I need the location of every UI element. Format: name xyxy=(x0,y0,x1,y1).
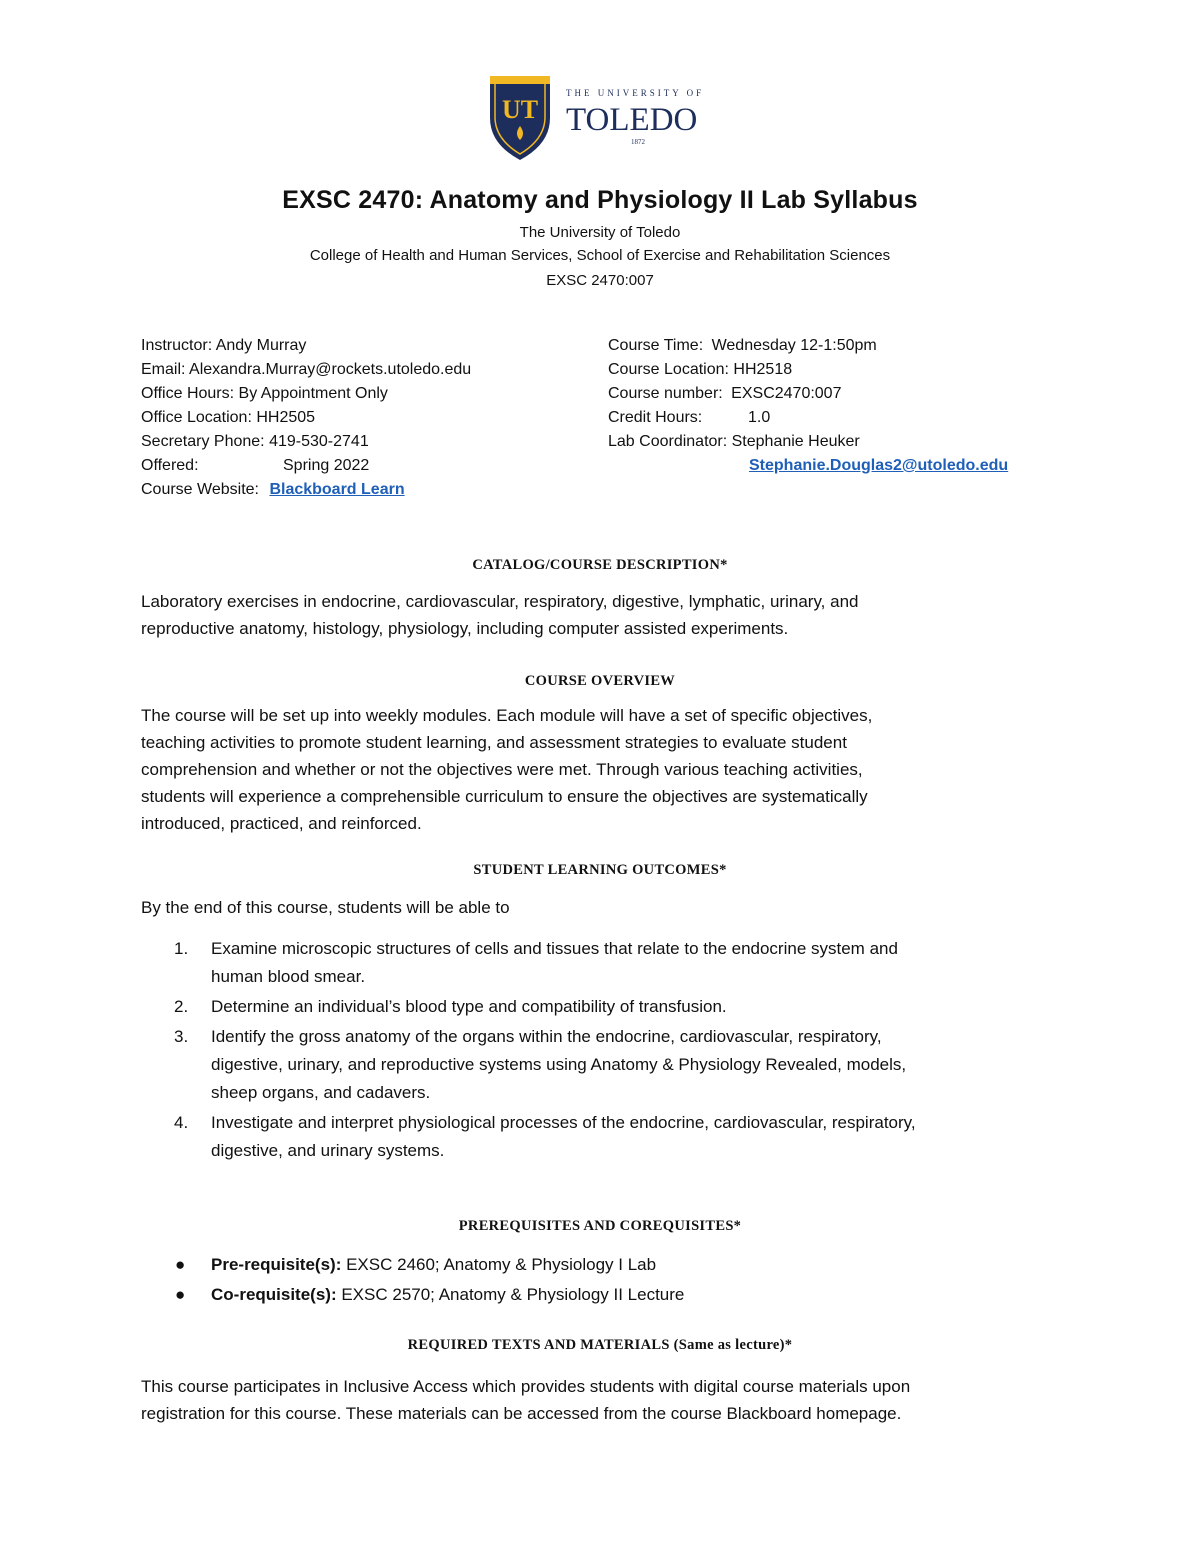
course-location: Course Location: HH2518 xyxy=(608,361,793,378)
university-logo xyxy=(486,74,726,162)
overview-text xyxy=(141,702,1061,837)
list-item xyxy=(141,935,1041,991)
item-line: digestive, urinary, and reproductive systems using Anatomy & Physiology Revealed, models, xyxy=(211,1055,907,1074)
course-section: EXSC 2470:007 xyxy=(546,272,654,289)
university-name: The University of Toledo xyxy=(519,224,681,241)
coordinator-email-link[interactable]: Stephanie.Douglas2@utoledo.edu xyxy=(749,457,1009,474)
catalog-description xyxy=(141,588,1061,642)
list-item xyxy=(141,1023,1041,1107)
offered-label: Offered: xyxy=(141,457,199,474)
overview-line: teaching activities to promote student learning, and assessment strategies to evaluate student xyxy=(141,733,847,752)
item-number: 4. xyxy=(174,1113,189,1132)
materials-line: registration for this course. These materials can be accessed from the course Blackboard homepage. xyxy=(141,1404,902,1423)
course-website xyxy=(141,478,581,502)
outcomes-heading: STUDENT LEARNING OUTCOMES* xyxy=(473,862,727,878)
coreq-text: EXSC 2570; Anatomy & Physiology II Lecture xyxy=(336,1285,685,1304)
list-item xyxy=(141,993,1041,1021)
number-value: EXSC2470:007 xyxy=(731,385,842,402)
toledo-shield-icon xyxy=(486,74,726,162)
list-item xyxy=(141,1250,1041,1280)
college-name: College of Health and Human Services, School of Exercise and Rehabilitation Sciences xyxy=(309,247,891,264)
catalog-line: Laboratory exercises in endocrine, cardiovascular, respiratory, digestive, lymphatic, urinary, and xyxy=(141,592,859,611)
catalog-line: reproductive anatomy, histology, physiology, including computer assisted experiments. xyxy=(141,619,789,638)
prereq-heading: PREREQUISITES AND COREQUISITES* xyxy=(458,1218,742,1234)
svg-text:THE UNIVERSITY OF: THE UNIVERSITY OF xyxy=(566,88,705,98)
item-line: Investigate and interpret physiological processes of the endocrine, cardiovascular, respiratory, xyxy=(211,1113,916,1132)
course-info-left xyxy=(141,334,581,502)
item-line: digestive, and urinary systems. xyxy=(211,1141,445,1160)
item-line: Identify the gross anatomy of the organs within the endocrine, cardiovascular, respiratory, xyxy=(211,1027,882,1046)
course-number xyxy=(608,382,1078,406)
website-label: Course Website: xyxy=(141,481,259,498)
course-info-right xyxy=(608,334,1078,478)
office-hours: Office Hours: By Appointment Only xyxy=(141,385,388,402)
prereq-label: Pre-requisite(s): xyxy=(211,1255,342,1274)
credit-hours xyxy=(608,406,1078,430)
list-item xyxy=(141,1109,1041,1165)
prereq-text: EXSC 2460; Anatomy & Physiology I Lab xyxy=(341,1255,657,1274)
item-number: 2. xyxy=(174,997,189,1016)
coordinator-email-row xyxy=(608,454,1078,478)
item-line: human blood smear. xyxy=(211,967,366,986)
overview-heading: COURSE OVERVIEW xyxy=(524,673,676,689)
overview-line: introduced, practiced, and reinforced. xyxy=(141,814,422,833)
outcomes-list xyxy=(141,935,1041,1167)
prereq-list xyxy=(141,1250,1041,1310)
bullet-icon: ● xyxy=(175,1285,186,1304)
overview-line: The course will be set up into weekly modules. Each module will have a set of specific objectives, xyxy=(141,706,873,725)
materials-text xyxy=(141,1373,1061,1427)
catalog-heading: CATALOG/COURSE DESCRIPTION* xyxy=(472,557,728,573)
materials-line: This course participates in Inclusive Access which provides students with digital course materials upon xyxy=(141,1377,911,1396)
coreq-label: Co-requisite(s): xyxy=(211,1285,337,1304)
page-title: EXSC 2470: Anatomy and Physiology II Lab Syllabus xyxy=(282,186,918,214)
item-number: 3. xyxy=(174,1027,189,1046)
item-line: sheep organs, and cadavers. xyxy=(211,1083,431,1102)
overview-line: students will experience a comprehensible curriculum to ensure the objectives are systematically xyxy=(141,787,868,806)
overview-line: comprehension and whether or not the objectives were met. Through various teaching activities, xyxy=(141,760,863,779)
credit-label: Credit Hours: xyxy=(608,409,703,426)
course-time xyxy=(608,334,1078,358)
office-location: Office Location: HH2505 xyxy=(141,409,316,426)
lab-coordinator: Lab Coordinator: Stephanie Heuker xyxy=(608,433,860,450)
item-number: 1. xyxy=(174,939,189,958)
offered xyxy=(141,454,581,478)
number-label: Course number: xyxy=(608,385,723,402)
item-line: Examine microscopic structures of cells and tissues that relate to the endocrine system and xyxy=(211,939,898,958)
secretary-phone: Secretary Phone: 419-530-2741 xyxy=(141,433,369,450)
time-label: Course Time: xyxy=(608,337,704,354)
credit-value: 1.0 xyxy=(748,409,771,426)
offered-value: Spring 2022 xyxy=(283,457,370,474)
svg-text:UT: UT xyxy=(501,95,539,124)
svg-text:TOLEDO: TOLEDO xyxy=(566,102,698,138)
email: Email: Alexandra.Murray@rockets.utoledo.edu xyxy=(141,361,472,378)
time-value: Wednesday 12-1:50pm xyxy=(711,337,877,354)
item-line: Determine an individual’s blood type and compatibility of transfusion. xyxy=(211,997,727,1016)
bullet-icon: ● xyxy=(175,1255,186,1274)
materials-heading: REQUIRED TEXTS AND MATERIALS (Same as lecture)* xyxy=(407,1337,793,1353)
blackboard-link[interactable]: Blackboard Learn xyxy=(269,481,405,498)
list-item xyxy=(141,1280,1041,1310)
svg-text:1872: 1872 xyxy=(631,138,645,146)
instructor: Instructor: Andy Murray xyxy=(141,337,307,354)
outcomes-intro: By the end of this course, students will be able to xyxy=(141,898,510,917)
